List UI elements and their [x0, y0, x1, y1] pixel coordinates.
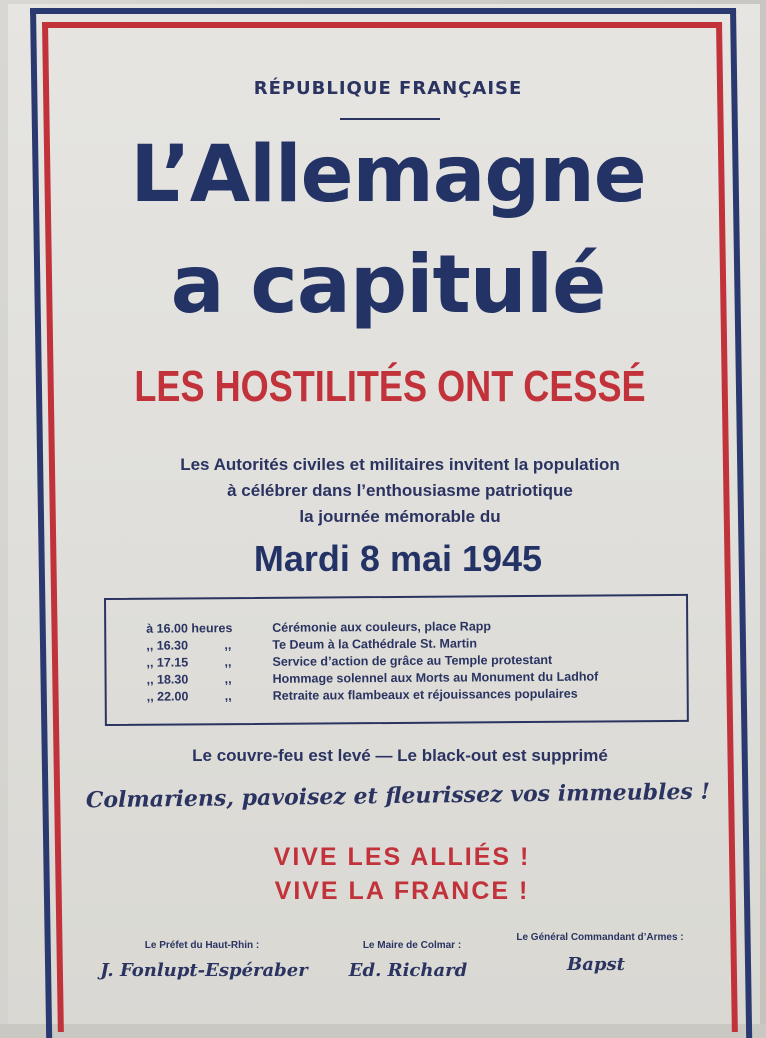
program-box [104, 594, 689, 726]
signature-maire: Ed. Richard [348, 960, 468, 981]
program-time: ,, 22.00 [146, 689, 189, 704]
program-row [146, 619, 491, 637]
signatory-title-maire: Le Maire de Colmar : [362, 940, 462, 951]
intro-line-1: Les Autorités civiles et militaires invitent la population [180, 455, 620, 474]
signature-prefet: J. Fonlupt-Espéraber [100, 960, 308, 981]
program-time: ,, 16.30 [146, 638, 189, 653]
program-ditto: ,, [224, 638, 232, 653]
signatory-title-general: Le Général Commandant d’Armes : [516, 932, 684, 943]
program-time: à 16.00 heures [146, 621, 233, 636]
event-date: Mardi 8 mai 1945 [253, 538, 543, 579]
signature-general: Bapst [567, 954, 625, 975]
program-ditto: ,, [224, 672, 232, 687]
header-divider [340, 118, 440, 120]
program-event: Service d’action de grâce au Temple protestant [272, 652, 553, 669]
intro-line-3: la journée mémorable du [299, 507, 501, 526]
program-ditto: ,, [224, 655, 232, 670]
signatory-title-prefet: Le Préfet du Haut-Rhin : [144, 940, 260, 951]
intro-text [0, 452, 766, 530]
program-row [147, 670, 599, 689]
appeal-text: Colmariens, pavoisez et fleurissez vos immeubles ! [85, 778, 711, 814]
program-time: ,, 18.30 [146, 672, 189, 687]
headline-line-1: L’Allemagne [130, 130, 646, 220]
program-row [146, 636, 477, 654]
subheadline: LES HOSTILITÉS ONT CESSÉ [134, 362, 646, 411]
intro-line-2: à célébrer dans l’enthousiasme patriotique [227, 481, 573, 500]
program-time: ,, 17.15 [146, 655, 189, 670]
program-ditto: ,, [224, 689, 232, 704]
curfew-notice: Le couvre-feu est levé — Le black-out est supprimé [192, 746, 608, 765]
cheer-france: VIVE LA FRANCE ! [274, 877, 530, 905]
program-event: Te Deum à la Cathédrale St. Martin [272, 636, 478, 652]
cheer-allies: VIVE LES ALLIÉS ! [273, 843, 531, 871]
program-event: Cérémonie aux couleurs, place Rapp [272, 619, 492, 635]
program-row [146, 653, 552, 672]
program-event: Retraite aux flambeaux et réjouissances populaires [272, 686, 578, 703]
republic-header: RÉPUBLIQUE FRANÇAISE [253, 78, 523, 99]
program-row [147, 687, 578, 706]
headline-line-2: a capitulé [170, 238, 606, 331]
program-event: Hommage solennel aux Morts au Monument du Ladhof [272, 669, 599, 686]
